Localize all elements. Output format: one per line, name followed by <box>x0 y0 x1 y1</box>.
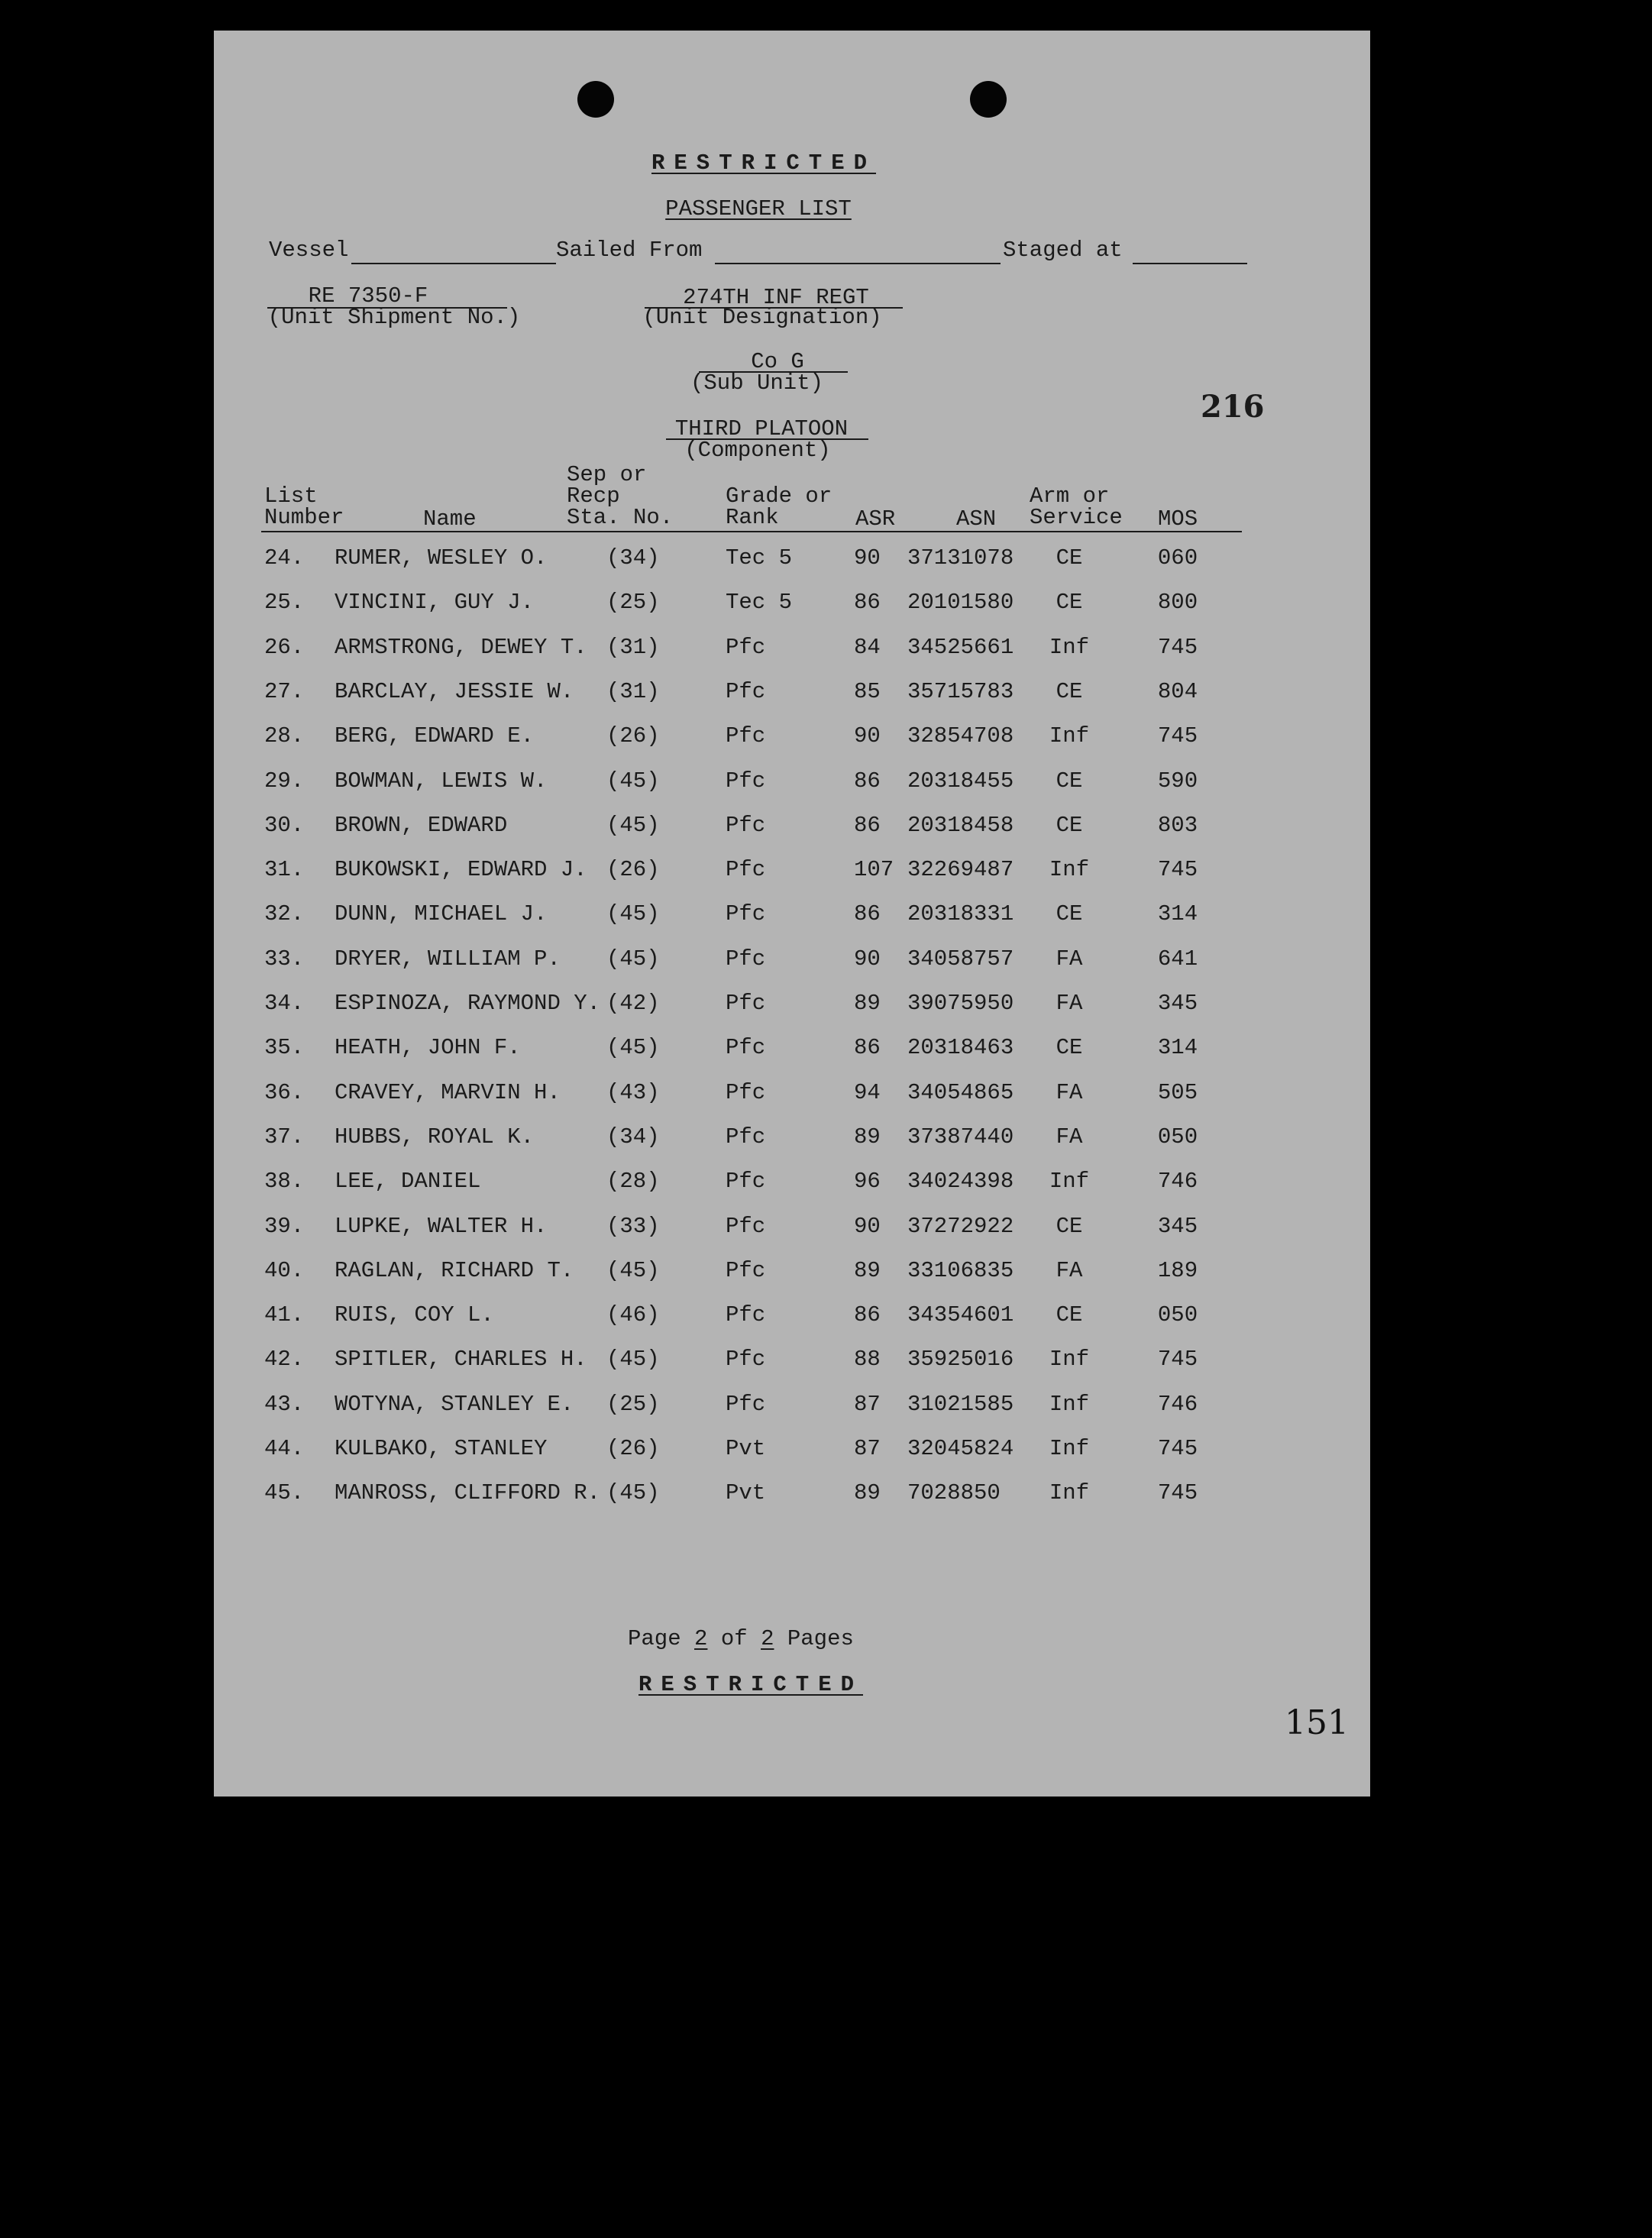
row-asr: 90 <box>854 946 881 972</box>
row-mos: 345 <box>1157 1213 1198 1239</box>
row-asr: 87 <box>854 1391 881 1417</box>
row-grade: Pfc <box>726 1035 766 1061</box>
table-row <box>214 902 1370 933</box>
col-arm-line1: Arm or <box>1030 483 1110 509</box>
row-sta-no: (25) <box>606 590 660 616</box>
row-asn: 7028850 <box>907 1480 1001 1506</box>
row-asn: 32854708 <box>907 723 1014 749</box>
row-list-number: 27. <box>264 678 305 704</box>
row-list-number: 41. <box>264 1302 305 1328</box>
row-sta-no: (26) <box>606 1436 660 1461</box>
row-mos: 060 <box>1157 545 1198 571</box>
row-name: LUPKE, WALTER H. <box>335 1213 548 1239</box>
row-mos: 641 <box>1157 946 1198 972</box>
row-mos: 804 <box>1157 678 1198 704</box>
row-mos: 050 <box>1157 1124 1198 1150</box>
component: THIRD PLATOON <box>674 416 849 441</box>
row-asr: 89 <box>854 1480 881 1506</box>
row-arm: FA <box>1056 1124 1083 1150</box>
row-asr: 89 <box>854 991 881 1016</box>
row-asn: 39075950 <box>907 991 1014 1016</box>
row-asr: 89 <box>854 1124 881 1150</box>
row-arm: CE <box>1056 545 1083 571</box>
row-asr: 90 <box>854 723 881 749</box>
row-sta-no: (45) <box>606 946 660 972</box>
passenger-list-page <box>214 31 1370 1797</box>
row-asn: 37272922 <box>907 1213 1014 1239</box>
row-sta-no: (34) <box>606 545 660 571</box>
row-name: RUIS, COY L. <box>335 1302 494 1328</box>
row-grade: Pfc <box>726 678 766 704</box>
row-mos: 745 <box>1157 1480 1198 1506</box>
row-grade: Pvt <box>726 1480 766 1506</box>
row-sta-no: (42) <box>606 991 660 1016</box>
row-list-number: 32. <box>264 901 305 927</box>
row-name: SPITLER, CHARLES H. <box>335 1347 587 1373</box>
row-sta-no: (31) <box>606 678 660 704</box>
table-row <box>214 1303 1370 1334</box>
table-row <box>214 1259 1370 1289</box>
row-mos: 050 <box>1157 1302 1198 1328</box>
row-arm: FA <box>1056 946 1083 972</box>
row-asr: 86 <box>854 1302 881 1328</box>
document-title: PASSENGER LIST <box>665 196 852 222</box>
col-asr: ASR <box>855 506 896 532</box>
row-mos: 745 <box>1157 723 1198 749</box>
row-mos: 745 <box>1157 1436 1198 1461</box>
row-asn: 34058757 <box>907 946 1014 972</box>
row-arm: CE <box>1056 1213 1083 1239</box>
row-grade: Pfc <box>726 1213 766 1239</box>
classification-bottom: RESTRICTED <box>638 1672 864 1697</box>
row-mos: 505 <box>1157 1079 1198 1105</box>
row-asr: 89 <box>854 1257 881 1283</box>
row-name: BOWMAN, LEWIS W. <box>335 768 548 794</box>
row-mos: 746 <box>1157 1391 1198 1417</box>
handwritten-number: 151 <box>1285 1703 1349 1742</box>
table-row <box>214 769 1370 800</box>
row-sta-no: (34) <box>606 1124 660 1150</box>
row-asr: 107 <box>854 857 894 883</box>
row-name: DRYER, WILLIAM P. <box>335 946 561 972</box>
row-arm: Inf <box>1049 1169 1090 1195</box>
row-asr: 86 <box>854 768 881 794</box>
row-grade: Pfc <box>726 1391 766 1417</box>
row-grade: Pfc <box>726 946 766 972</box>
row-arm: FA <box>1056 1079 1083 1105</box>
row-asr: 94 <box>854 1079 881 1105</box>
row-asn: 20318463 <box>907 1035 1014 1061</box>
row-asr: 85 <box>854 678 881 704</box>
row-mos: 314 <box>1157 901 1198 927</box>
footer-page-prefix: Page <box>628 1626 681 1651</box>
row-asr: 84 <box>854 634 881 660</box>
row-mos: 314 <box>1157 1035 1198 1061</box>
col-sep-line3: Sta. No. <box>567 505 674 530</box>
row-sta-no: (45) <box>606 1035 660 1061</box>
row-mos: 345 <box>1157 991 1198 1016</box>
row-list-number: 38. <box>264 1169 305 1195</box>
row-sta-no: (43) <box>606 1079 660 1105</box>
row-grade: Tec 5 <box>726 590 793 616</box>
classification-top: RESTRICTED <box>651 150 877 176</box>
row-sta-no: (45) <box>606 812 660 838</box>
row-asr: 96 <box>854 1169 881 1195</box>
row-asn: 34054865 <box>907 1079 1014 1105</box>
table-row <box>214 947 1370 978</box>
row-list-number: 33. <box>264 946 305 972</box>
row-mos: 803 <box>1157 812 1198 838</box>
row-sta-no: (31) <box>606 634 660 660</box>
table-row <box>214 636 1370 666</box>
row-grade: Pvt <box>726 1436 766 1461</box>
row-grade: Pfc <box>726 1079 766 1105</box>
row-name: DUNN, MICHAEL J. <box>335 901 548 927</box>
row-grade: Pfc <box>726 991 766 1016</box>
row-grade: Pfc <box>726 768 766 794</box>
row-arm: CE <box>1056 901 1083 927</box>
row-grade: Pfc <box>726 1257 766 1283</box>
staged-at-blank <box>1133 263 1247 264</box>
header-underline <box>261 531 1242 532</box>
table-row <box>214 724 1370 755</box>
sub-unit-caption: (Sub Unit) <box>690 370 824 396</box>
row-mos: 746 <box>1157 1169 1198 1195</box>
row-sta-no: (45) <box>606 1480 660 1506</box>
col-grade-line1: Grade or <box>726 483 832 509</box>
vessel-blank <box>351 263 556 264</box>
row-arm: Inf <box>1049 723 1090 749</box>
row-asr: 86 <box>854 1035 881 1061</box>
row-asn: 33106835 <box>907 1257 1014 1283</box>
table-row <box>214 1081 1370 1111</box>
row-name: VINCINI, GUY J. <box>335 590 535 616</box>
row-asn: 35715783 <box>907 678 1014 704</box>
row-asr: 86 <box>854 812 881 838</box>
row-name: MANROSS, CLIFFORD R. <box>335 1480 601 1506</box>
row-name: ARMSTRONG, DEWEY T. <box>335 634 587 660</box>
row-name: WOTYNA, STANLEY E. <box>335 1391 574 1417</box>
row-list-number: 39. <box>264 1213 305 1239</box>
table-row <box>214 1347 1370 1378</box>
row-sta-no: (25) <box>606 1391 660 1417</box>
col-sep-line2: Recp <box>567 483 620 509</box>
row-arm: Inf <box>1049 634 1090 660</box>
row-asn: 37387440 <box>907 1124 1014 1150</box>
row-name: BUKOWSKI, EDWARD J. <box>335 857 587 883</box>
row-asr: 86 <box>854 590 881 616</box>
footer-page-total: 2 <box>761 1626 774 1651</box>
row-arm: CE <box>1056 1035 1083 1061</box>
row-list-number: 24. <box>264 545 305 571</box>
row-name: KULBAKO, STANLEY <box>335 1436 548 1461</box>
unit-designation: 274TH INF REGT <box>683 285 869 310</box>
sailed-from-blank <box>715 263 1001 264</box>
row-grade: Pfc <box>726 1302 766 1328</box>
row-name: CRAVEY, MARVIN H. <box>335 1079 561 1105</box>
row-mos: 745 <box>1157 634 1198 660</box>
row-grade: Pfc <box>726 857 766 883</box>
row-sta-no: (45) <box>606 1347 660 1373</box>
row-asn: 20318331 <box>907 901 1014 927</box>
row-list-number: 25. <box>264 590 305 616</box>
row-grade: Pfc <box>726 901 766 927</box>
row-list-number: 31. <box>264 857 305 883</box>
footer-page-mid: of <box>720 1626 748 1651</box>
table-row <box>214 991 1370 1022</box>
row-mos: 590 <box>1157 768 1198 794</box>
row-asn: 34525661 <box>907 634 1014 660</box>
row-asn: 37131078 <box>907 545 1014 571</box>
row-name: BROWN, EDWARD <box>335 812 508 838</box>
row-asr: 90 <box>854 1213 881 1239</box>
punch-hole-right <box>970 81 1007 118</box>
col-asn: ASN <box>956 506 997 532</box>
row-list-number: 42. <box>264 1347 305 1373</box>
table-row <box>214 1169 1370 1200</box>
col-list-number-line1: List <box>264 483 318 509</box>
table-row <box>214 546 1370 577</box>
row-sta-no: (45) <box>606 1257 660 1283</box>
col-arm-line2: Service <box>1030 505 1123 530</box>
row-asr: 88 <box>854 1347 881 1373</box>
row-arm: CE <box>1056 812 1083 838</box>
row-list-number: 36. <box>264 1079 305 1105</box>
unit-shipment-caption: (Unit Shipment No.) <box>267 305 521 330</box>
row-sta-no: (46) <box>606 1302 660 1328</box>
row-sta-no: (26) <box>606 723 660 749</box>
row-arm: CE <box>1056 768 1083 794</box>
row-asn: 34354601 <box>907 1302 1014 1328</box>
row-arm: CE <box>1056 1302 1083 1328</box>
row-asn: 34024398 <box>907 1169 1014 1195</box>
row-asn: 35925016 <box>907 1347 1014 1373</box>
row-arm: CE <box>1056 590 1083 616</box>
table-row <box>214 813 1370 844</box>
row-list-number: 30. <box>264 812 305 838</box>
row-asn: 31021585 <box>907 1391 1014 1417</box>
row-list-number: 28. <box>264 723 305 749</box>
row-arm: FA <box>1056 991 1083 1016</box>
row-name: BARCLAY, JESSIE W. <box>335 678 574 704</box>
footer-page-line <box>628 1627 854 1651</box>
row-mos: 189 <box>1157 1257 1198 1283</box>
row-sta-no: (45) <box>606 768 660 794</box>
col-list-number-line2: Number <box>264 505 344 530</box>
row-name: HUBBS, ROYAL K. <box>335 1124 535 1150</box>
row-grade: Pfc <box>726 1347 766 1373</box>
row-name: LEE, DANIEL <box>335 1169 481 1195</box>
row-asn: 20101580 <box>907 590 1014 616</box>
row-mos: 745 <box>1157 857 1198 883</box>
row-name: RUMER, WESLEY O. <box>335 545 548 571</box>
row-arm: FA <box>1056 1257 1083 1283</box>
table-row <box>214 1437 1370 1467</box>
row-grade: Pfc <box>726 812 766 838</box>
table-row <box>214 1214 1370 1245</box>
punch-hole-left <box>577 81 614 118</box>
row-mos: 745 <box>1157 1347 1198 1373</box>
table-row <box>214 680 1370 710</box>
sailed-from-label: Sailed From <box>556 238 703 263</box>
row-mos: 800 <box>1157 590 1198 616</box>
staged-at-label: Staged at <box>1003 238 1123 263</box>
row-arm: Inf <box>1049 1436 1090 1461</box>
row-name: RAGLAN, RICHARD T. <box>335 1257 574 1283</box>
row-list-number: 37. <box>264 1124 305 1150</box>
vessel-label: Vessel <box>269 238 349 263</box>
row-sta-no: (45) <box>606 901 660 927</box>
sub-unit: Co G <box>751 349 804 374</box>
row-arm: Inf <box>1049 857 1090 883</box>
row-asn: 20318458 <box>907 812 1014 838</box>
page-stamp-number: 216 <box>1201 389 1265 425</box>
row-list-number: 34. <box>264 991 305 1016</box>
row-list-number: 44. <box>264 1436 305 1461</box>
table-row <box>214 1125 1370 1156</box>
row-grade: Pfc <box>726 723 766 749</box>
table-row <box>214 858 1370 888</box>
row-grade: Pfc <box>726 634 766 660</box>
row-list-number: 40. <box>264 1257 305 1283</box>
row-grade: Pfc <box>726 1124 766 1150</box>
row-sta-no: (26) <box>606 857 660 883</box>
row-asr: 86 <box>854 901 881 927</box>
row-arm: Inf <box>1049 1391 1090 1417</box>
row-name: HEATH, JOHN F. <box>335 1035 521 1061</box>
col-mos: MOS <box>1158 506 1198 532</box>
table-row <box>214 590 1370 621</box>
table-row <box>214 1481 1370 1512</box>
row-asr: 90 <box>854 545 881 571</box>
unit-designation-caption: (Unit Designation) <box>642 305 882 330</box>
table-row <box>214 1392 1370 1423</box>
row-name: ESPINOZA, RAYMOND Y. <box>335 991 601 1016</box>
row-asn: 20318455 <box>907 768 1014 794</box>
row-name: BERG, EDWARD E. <box>335 723 535 749</box>
unit-shipment-no: RE 7350-F <box>308 283 428 309</box>
col-sep-line1: Sep or <box>567 462 647 487</box>
row-list-number: 35. <box>264 1035 305 1061</box>
row-arm: Inf <box>1049 1480 1090 1506</box>
row-list-number: 29. <box>264 768 305 794</box>
row-arm: CE <box>1056 678 1083 704</box>
row-sta-no: (33) <box>606 1213 660 1239</box>
row-list-number: 43. <box>264 1391 305 1417</box>
table-row <box>214 1036 1370 1066</box>
row-list-number: 45. <box>264 1480 305 1506</box>
col-name: Name <box>423 506 477 532</box>
row-asn: 32269487 <box>907 857 1014 883</box>
row-grade: Pfc <box>726 1169 766 1195</box>
row-arm: Inf <box>1049 1347 1090 1373</box>
row-grade: Tec 5 <box>726 545 793 571</box>
row-sta-no: (28) <box>606 1169 660 1195</box>
row-asr: 87 <box>854 1436 881 1461</box>
footer-page-suffix: Pages <box>787 1626 854 1651</box>
row-asn: 32045824 <box>907 1436 1014 1461</box>
row-list-number: 26. <box>264 634 305 660</box>
component-caption: (Component) <box>684 438 831 463</box>
col-grade-line2: Rank <box>726 505 779 530</box>
footer-page-current: 2 <box>694 1626 708 1651</box>
